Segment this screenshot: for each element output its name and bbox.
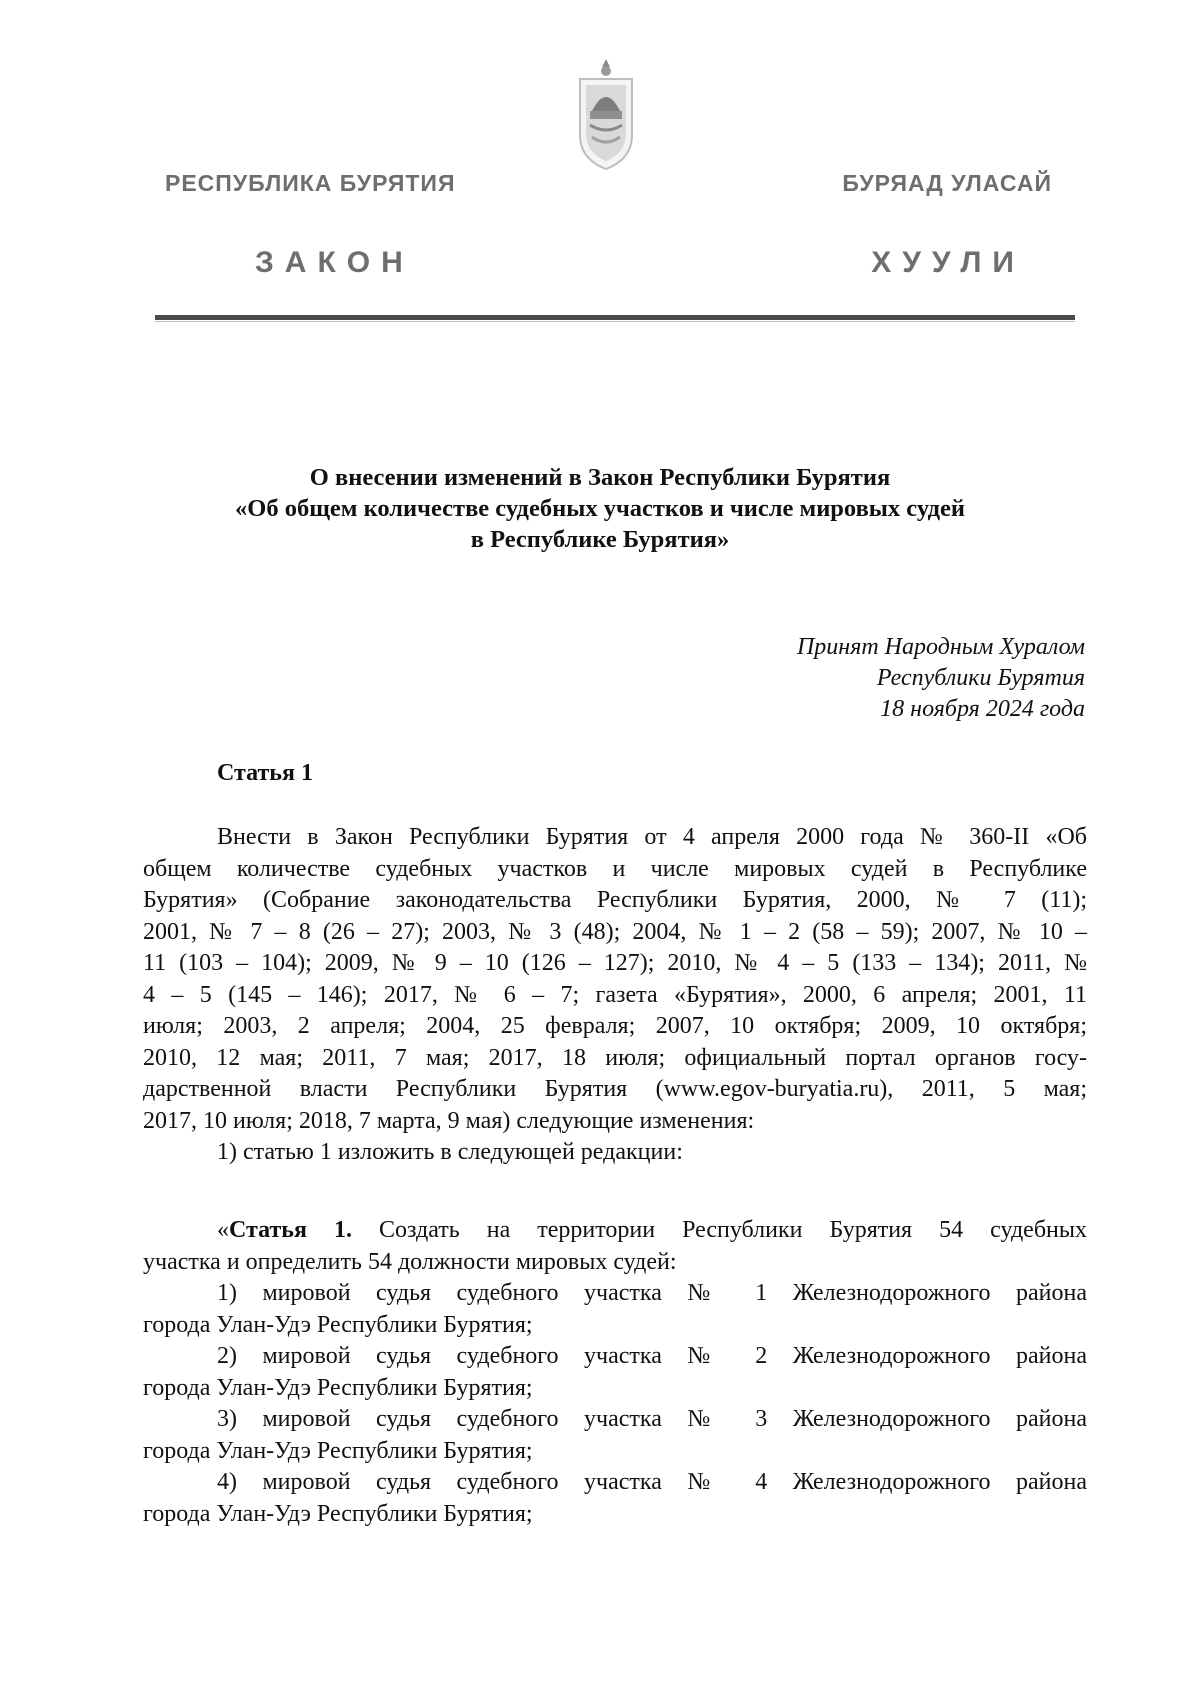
article-heading: Статья 1 <box>217 760 313 786</box>
paragraph-line: Внести в Закон Республики Бурятия от 4 апреля 2000 года № 360-II «Об <box>217 824 1087 850</box>
court-item: 2) мировой судья судебного участка № 2 Железнодорожного района <box>217 1343 1087 1369</box>
article-paragraph <box>143 822 1087 1169</box>
adoption-note <box>797 632 1085 725</box>
new-article-line-text: Создать на территории Республики Бурятия 54 судебных <box>351 1217 1087 1243</box>
court-item-continuation: города Улан-Удэ Республики Бурятия; <box>143 1311 533 1338</box>
paragraph-line: 2017, 10 июля; 2018, 7 марта, 9 мая) следующие изменения: <box>143 1107 755 1134</box>
header-divider-thin <box>155 321 1075 322</box>
paragraph-line: общем количестве судебных участков и числе мировых судей в Республике <box>143 855 1087 882</box>
law-title-line: «Об общем количестве судебных участков и числе мировых судей <box>235 495 965 522</box>
header-republic-buryat: БУРЯАД УЛАСАЙ <box>842 170 1052 196</box>
paragraph-line: 11 (103 – 104); 2009, № 9 – 10 (126 – 127); 2010, № 4 – 5 (133 – 134); 2011, № <box>143 950 1087 976</box>
header-law-russian: ЗАКОН <box>255 246 414 279</box>
header-law-buryat: ХУУЛИ <box>871 246 1025 279</box>
new-article-line <box>143 1215 1087 1247</box>
header-republic-russian: РЕСПУБЛИКА БУРЯТИЯ <box>165 170 456 196</box>
coat-of-arms-icon <box>576 55 636 173</box>
header-divider <box>155 315 1075 320</box>
new-article-text <box>143 1215 1087 1530</box>
law-title-line: О внесении изменений в Закон Республики Бурятия <box>309 464 891 491</box>
law-title <box>140 462 1060 555</box>
court-item: 3) мировой судья судебного участка № 3 Железнодорожного района <box>217 1406 1087 1432</box>
paragraph-line: 2010, 12 мая; 2011, 7 мая; 2017, 18 июля; официальный портал органов госу- <box>143 1044 1087 1071</box>
court-item-continuation: города Улан-Удэ Республики Бурятия; <box>143 1500 533 1527</box>
amendment-item: 1) статью 1 изложить в следующей редакции: <box>217 1139 683 1165</box>
adoption-line: Принят Народным Хуралом <box>796 634 1085 660</box>
new-article-line: участка и определить 54 должности мировых судей: <box>143 1248 677 1275</box>
paragraph-line: 2001, № 7 – 8 (26 – 27); 2003, № 3 (48); 2004, № 1 – 2 (58 – 59); 2007, № 10 – <box>143 918 1087 945</box>
paragraph-line: 4 – 5 (145 – 146); 2017, № 6 – 7; газета «Бурятия», 2000, 6 апреля; 2001, 11 <box>143 981 1087 1008</box>
quote-mark: « <box>217 1217 229 1243</box>
court-item-continuation: города Улан-Удэ Республики Бурятия; <box>143 1374 533 1401</box>
court-item: 4) мировой судья судебного участка № 4 Железнодорожного района <box>217 1469 1087 1495</box>
law-title-line: в Республике Бурятия» <box>470 526 730 553</box>
paragraph-line: июля; 2003, 2 апреля; 2004, 25 февраля; 2007, 10 октября; 2009, 10 октября; <box>143 1013 1087 1039</box>
paragraph-line: Бурятия» (Собрание законодательства Республики Бурятия, 2000, № 7 (11); <box>143 887 1087 913</box>
new-article-label: Статья 1. <box>229 1217 352 1243</box>
court-item: 1) мировой судья судебного участка № 1 Железнодорожного района <box>217 1280 1087 1306</box>
paragraph-line: дарственной власти Республики Бурятия (www.egov-buryatia.ru), 2011, 5 мая; <box>143 1076 1087 1102</box>
court-item-continuation: города Улан-Удэ Республики Бурятия; <box>143 1437 533 1464</box>
adoption-date: 18 ноября 2024 года <box>880 696 1085 722</box>
adoption-line: Республики Бурятия <box>876 665 1085 691</box>
